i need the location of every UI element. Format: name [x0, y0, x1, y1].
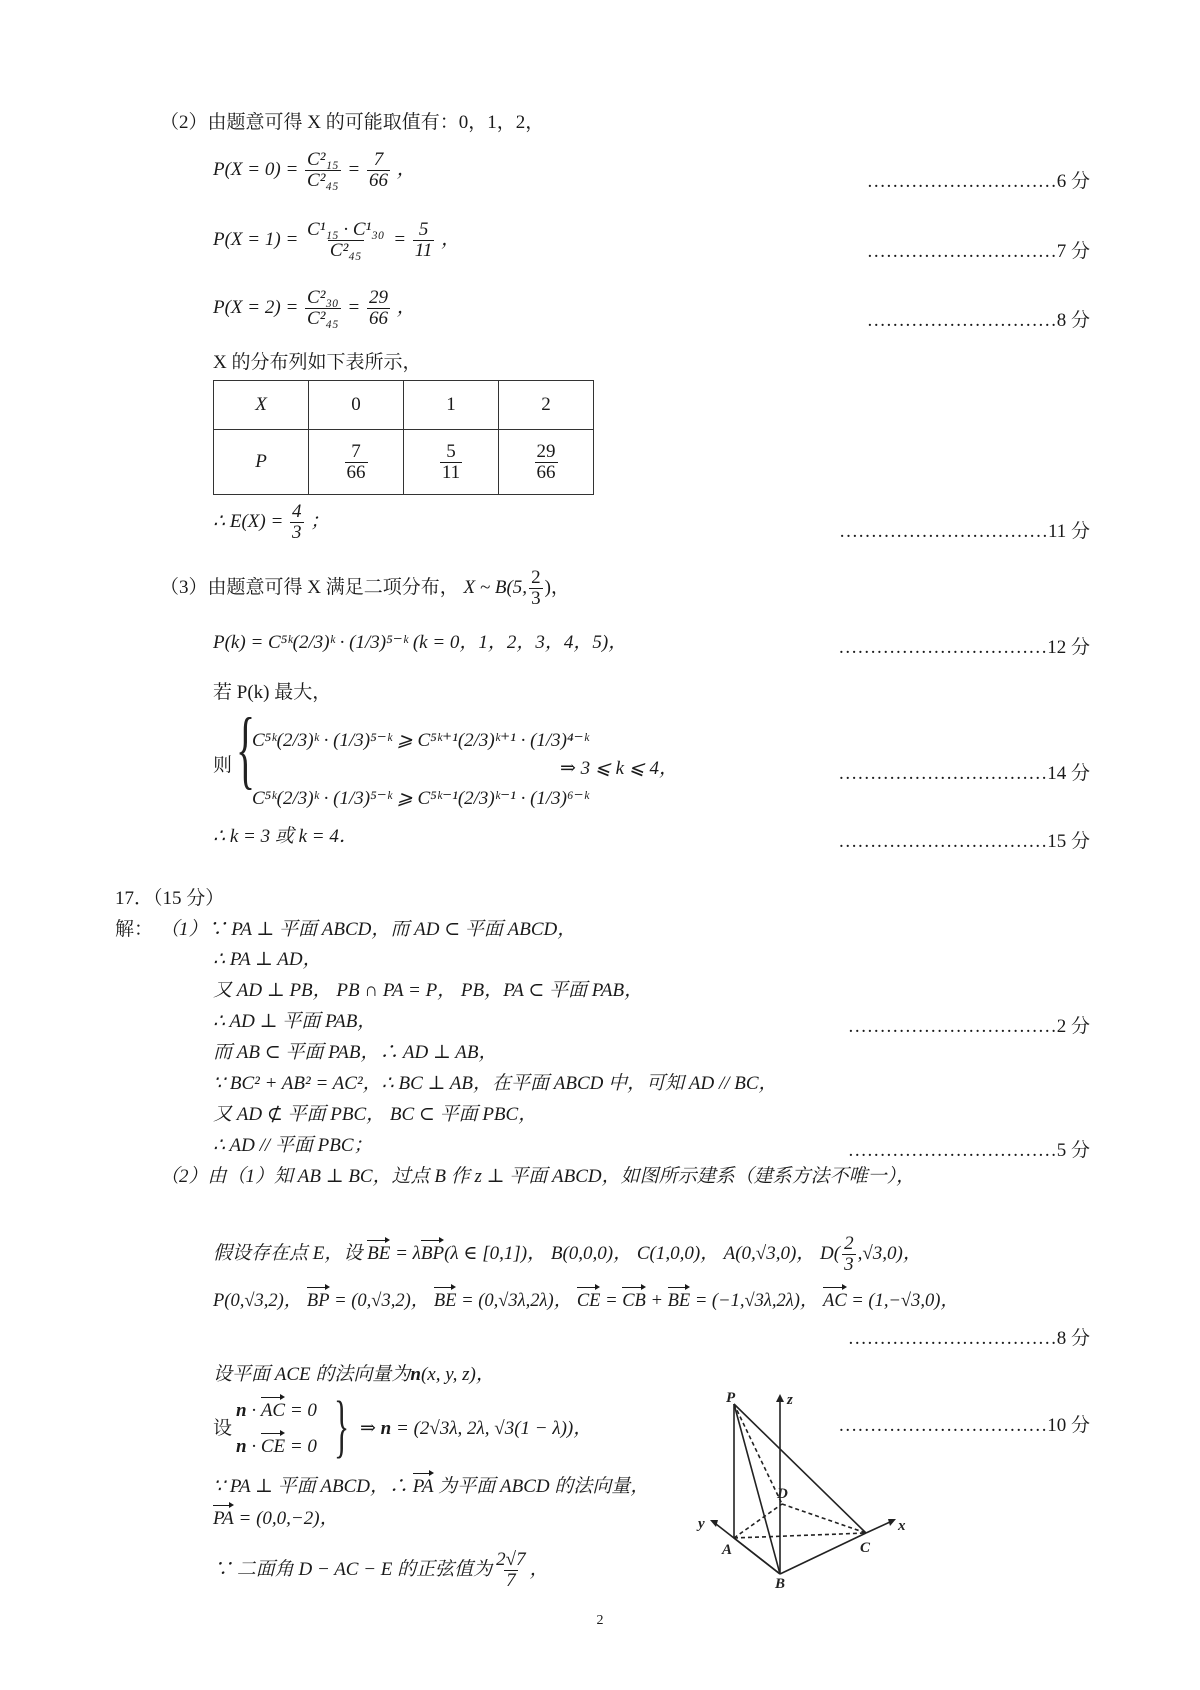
q17-line-6: ∵ BC² + AB² = AC²，∴ BC ⊥ AB，在平面 ABCD 中，可知 AD // BC，	[213, 1073, 778, 1094]
vector-bp: BP	[306, 1291, 330, 1311]
p0-score: …………………………6 分	[866, 171, 1090, 192]
label-p: P	[726, 1390, 736, 1406]
q17-score-10: ……………………………10 分	[838, 1415, 1090, 1436]
table-row-p	[214, 430, 594, 495]
vector-be: BE	[433, 1291, 457, 1311]
q17-line-16: ∵ 二面角 D − AC − E 的正弦值为 $\frac{2√7}{7}$ ，	[213, 1549, 549, 1591]
p0-lhs: P(X = 0) =	[213, 158, 299, 180]
q17-line-11: P(0,√3,2)， BP = (0,√3,2)， BE = (0,√3λ,2λ)， CE = CB + BE = (−1,√3λ,2λ)， AC = (1,−√3,0)，	[213, 1291, 959, 1311]
p0-fraction-2: $\frac{7}{66}$	[368, 149, 388, 191]
label-y: y	[698, 1516, 705, 1532]
p2-fraction-2: $\frac{29}{66}$	[368, 287, 388, 329]
table-cell: 0	[309, 381, 404, 430]
p1-fraction-1: $\frac{\text{C¹₁₅ · C¹₃₀}}{\text{C²₄₅}}$	[307, 219, 385, 261]
q17-score-5: ……………………………5 分	[847, 1140, 1090, 1161]
inequality-1: C⁵ᵏ(2/3)ᵏ · (1/3)⁵⁻ᵏ ⩾ C⁵ᵏ⁺¹(2/3)ᵏ⁺¹ · (1/3)⁴⁻ᵏ	[252, 730, 589, 751]
right-brace: }	[334, 1388, 350, 1465]
label-b: B	[775, 1576, 786, 1588]
q17-score-2: ……………………………2 分	[847, 1016, 1090, 1037]
table-cell: 2	[499, 381, 594, 430]
q17-line-7: 又 AD ⊄ 平面 PBC， BC ⊂ 平面 PBC，	[213, 1104, 538, 1125]
q17-line-14: ∵ PA ⊥ 平面 ABCD，∴ PA 为平面 ABCD 的法向量，	[213, 1476, 650, 1497]
inequality-result: ⇒ 3 ⩽ k ⩽ 4，	[560, 758, 678, 779]
table-cell: P	[214, 430, 309, 495]
expectation: ∴ E(X) = $\frac{4}{3}$ ；	[213, 501, 330, 543]
table-row-x	[214, 381, 594, 430]
vector-be: BE	[667, 1291, 691, 1311]
q17-line-4: ∴ AD ⊥ 平面 PAB，	[213, 1011, 377, 1032]
then-label: 则	[213, 755, 233, 776]
q17-line-10: 假设存在点 E，设 BE = λBP(λ ∈ [0,1])， B(0,0,0)， C(1,0,0)， A(0,√3,0)， D( $\frac{2}{3}$ ,√3,0)，	[213, 1233, 922, 1275]
vector-cb: CB	[622, 1291, 646, 1311]
d-x-fraction: $\frac{2}{3}$	[844, 1233, 854, 1275]
table-cell: $\frac{29}{66}$	[499, 430, 594, 495]
q17-line-9: （2）由（1）知 AB ⊥ BC，过点 B 作 z ⊥ 平面 ABCD，如图所示建系（建系方法不唯一），	[160, 1166, 916, 1187]
q17-line-8: ∴ AD // 平面 PBC；	[213, 1135, 373, 1156]
ex-score: ……………………………11 分	[838, 521, 1090, 542]
p2-fraction-1: $\frac{\text{C²₃₀}}{\text{C²₄₅}}$	[307, 287, 339, 329]
p2-equation: P(X = 2) = $\frac{\text{C²₃₀}}{\text{C²₄₅}}$ = $\frac{29}{66}$ ，	[213, 287, 416, 329]
pk-score: ……………………………12 分	[838, 637, 1090, 658]
q17-score-8: ……………………………8 分	[847, 1328, 1090, 1349]
part2-intro: （2）由题意可得 X 的可能取值有：0，1，2，	[160, 112, 545, 133]
vector-ce: CE	[576, 1291, 601, 1311]
label-a: A	[722, 1542, 733, 1558]
q17-line-13-label: 设	[213, 1418, 233, 1439]
label-z: z	[787, 1392, 793, 1408]
vector-ac: AC	[823, 1291, 847, 1311]
expectation-fraction: $\frac{4}{3}$	[292, 501, 302, 543]
system-eq-2: n · CE = 0	[236, 1436, 317, 1457]
conclusion-score: ……………………………15 分	[838, 831, 1090, 852]
q17-line-15: PA = (0,0,−2)，	[213, 1508, 339, 1529]
q17-jie: 解：	[115, 919, 154, 940]
q17-line-3: 又 AD ⊥ PB， PB ∩ PA = P， PB，PA ⊂ 平面 PAB，	[213, 980, 644, 1001]
part3-intro: （3）由题意可得 X 满足二项分布， X ~ B(5, $\frac{2}{3}$ )，	[160, 567, 570, 609]
sine-fraction: $\frac{2√7}{7}$	[496, 1549, 526, 1591]
inequality-2: C⁵ᵏ(2/3)ᵏ · (1/3)⁵⁻ᵏ ⩾ C⁵ᵏ⁻¹(2/3)ᵏ⁻¹ · (1/3)⁶⁻ᵏ	[252, 788, 589, 809]
binomial-fraction: $\frac{2}{3}$	[531, 567, 541, 609]
vector-pa: PA	[213, 1508, 234, 1529]
q17-line-2: ∴ PA ⊥ AD，	[213, 949, 322, 970]
vector-ac: AC	[260, 1400, 286, 1421]
vector-bp: BP	[420, 1242, 445, 1264]
vector-ce: CE	[260, 1436, 286, 1457]
p1-equation: P(X = 1) = $\frac{\text{C¹₁₅ · C¹₃₀}}{\text{C²₄₅}}$ = $\frac{5}{11}$ ，	[213, 219, 461, 261]
part3-conclusion: ∴ k = 3 或 k = 4．	[213, 826, 358, 847]
q17-line-1: （1）∵ PA ⊥ 平面 ABCD，而 AD ⊂ 平面 ABCD，	[160, 919, 577, 940]
table-cell: $\frac{5}{11}$	[404, 430, 499, 495]
table-cell: $\frac{7}{66}$	[309, 430, 404, 495]
p1-fraction-2: $\frac{5}{11}$	[414, 219, 433, 261]
max-line: 若 P(k) 最大，	[213, 682, 332, 703]
q17-line-12: 设平面 ACE 的法向量为n(x, y, z)，	[213, 1364, 495, 1385]
p1-score: …………………………7 分	[866, 241, 1090, 262]
pyramid-figure	[690, 1388, 910, 1588]
table-intro: X 的分布列如下表所示，	[213, 352, 422, 373]
p0-fraction-1: $\frac{\text{C²₁₅}}{\text{C²₄₅}}$	[307, 149, 339, 191]
page-number: 2	[596, 1613, 604, 1628]
p0-equation: P(X = 0) = $\frac{\text{C²₁₅}}{\text{C²₄₅}}$ = $\frac{7}{66}$ ，	[213, 149, 416, 191]
label-d: D	[777, 1486, 788, 1502]
pk-formula: P(k) = C⁵ᵏ(2/3)ᵏ · (1/3)⁵⁻ᵏ (k = 0，1，2，3，4，5)，	[213, 632, 628, 653]
normal-vector-n: n	[410, 1364, 421, 1385]
table-cell: X	[214, 381, 309, 430]
q17-header: 17．（15 分）	[115, 888, 225, 909]
system-eq-1: n · AC = 0	[236, 1400, 317, 1421]
vector-be: BE	[367, 1242, 391, 1264]
label-c: C	[860, 1540, 871, 1556]
p2-score: …………………………8 分	[866, 310, 1090, 331]
table-cell: 1	[404, 381, 499, 430]
ineq-score: ……………………………14 分	[838, 763, 1090, 784]
vector-pa: PA	[412, 1476, 434, 1497]
label-x: x	[898, 1518, 906, 1534]
q17-line-5: 而 AB ⊂ 平面 PAB，∴ AD ⊥ AB，	[213, 1042, 498, 1063]
normal-vector-result: ⇒ n = (2√3λ, 2λ, √3(1 − λ))，	[360, 1418, 593, 1439]
left-brace: {	[236, 701, 256, 798]
distribution-table	[213, 380, 594, 495]
